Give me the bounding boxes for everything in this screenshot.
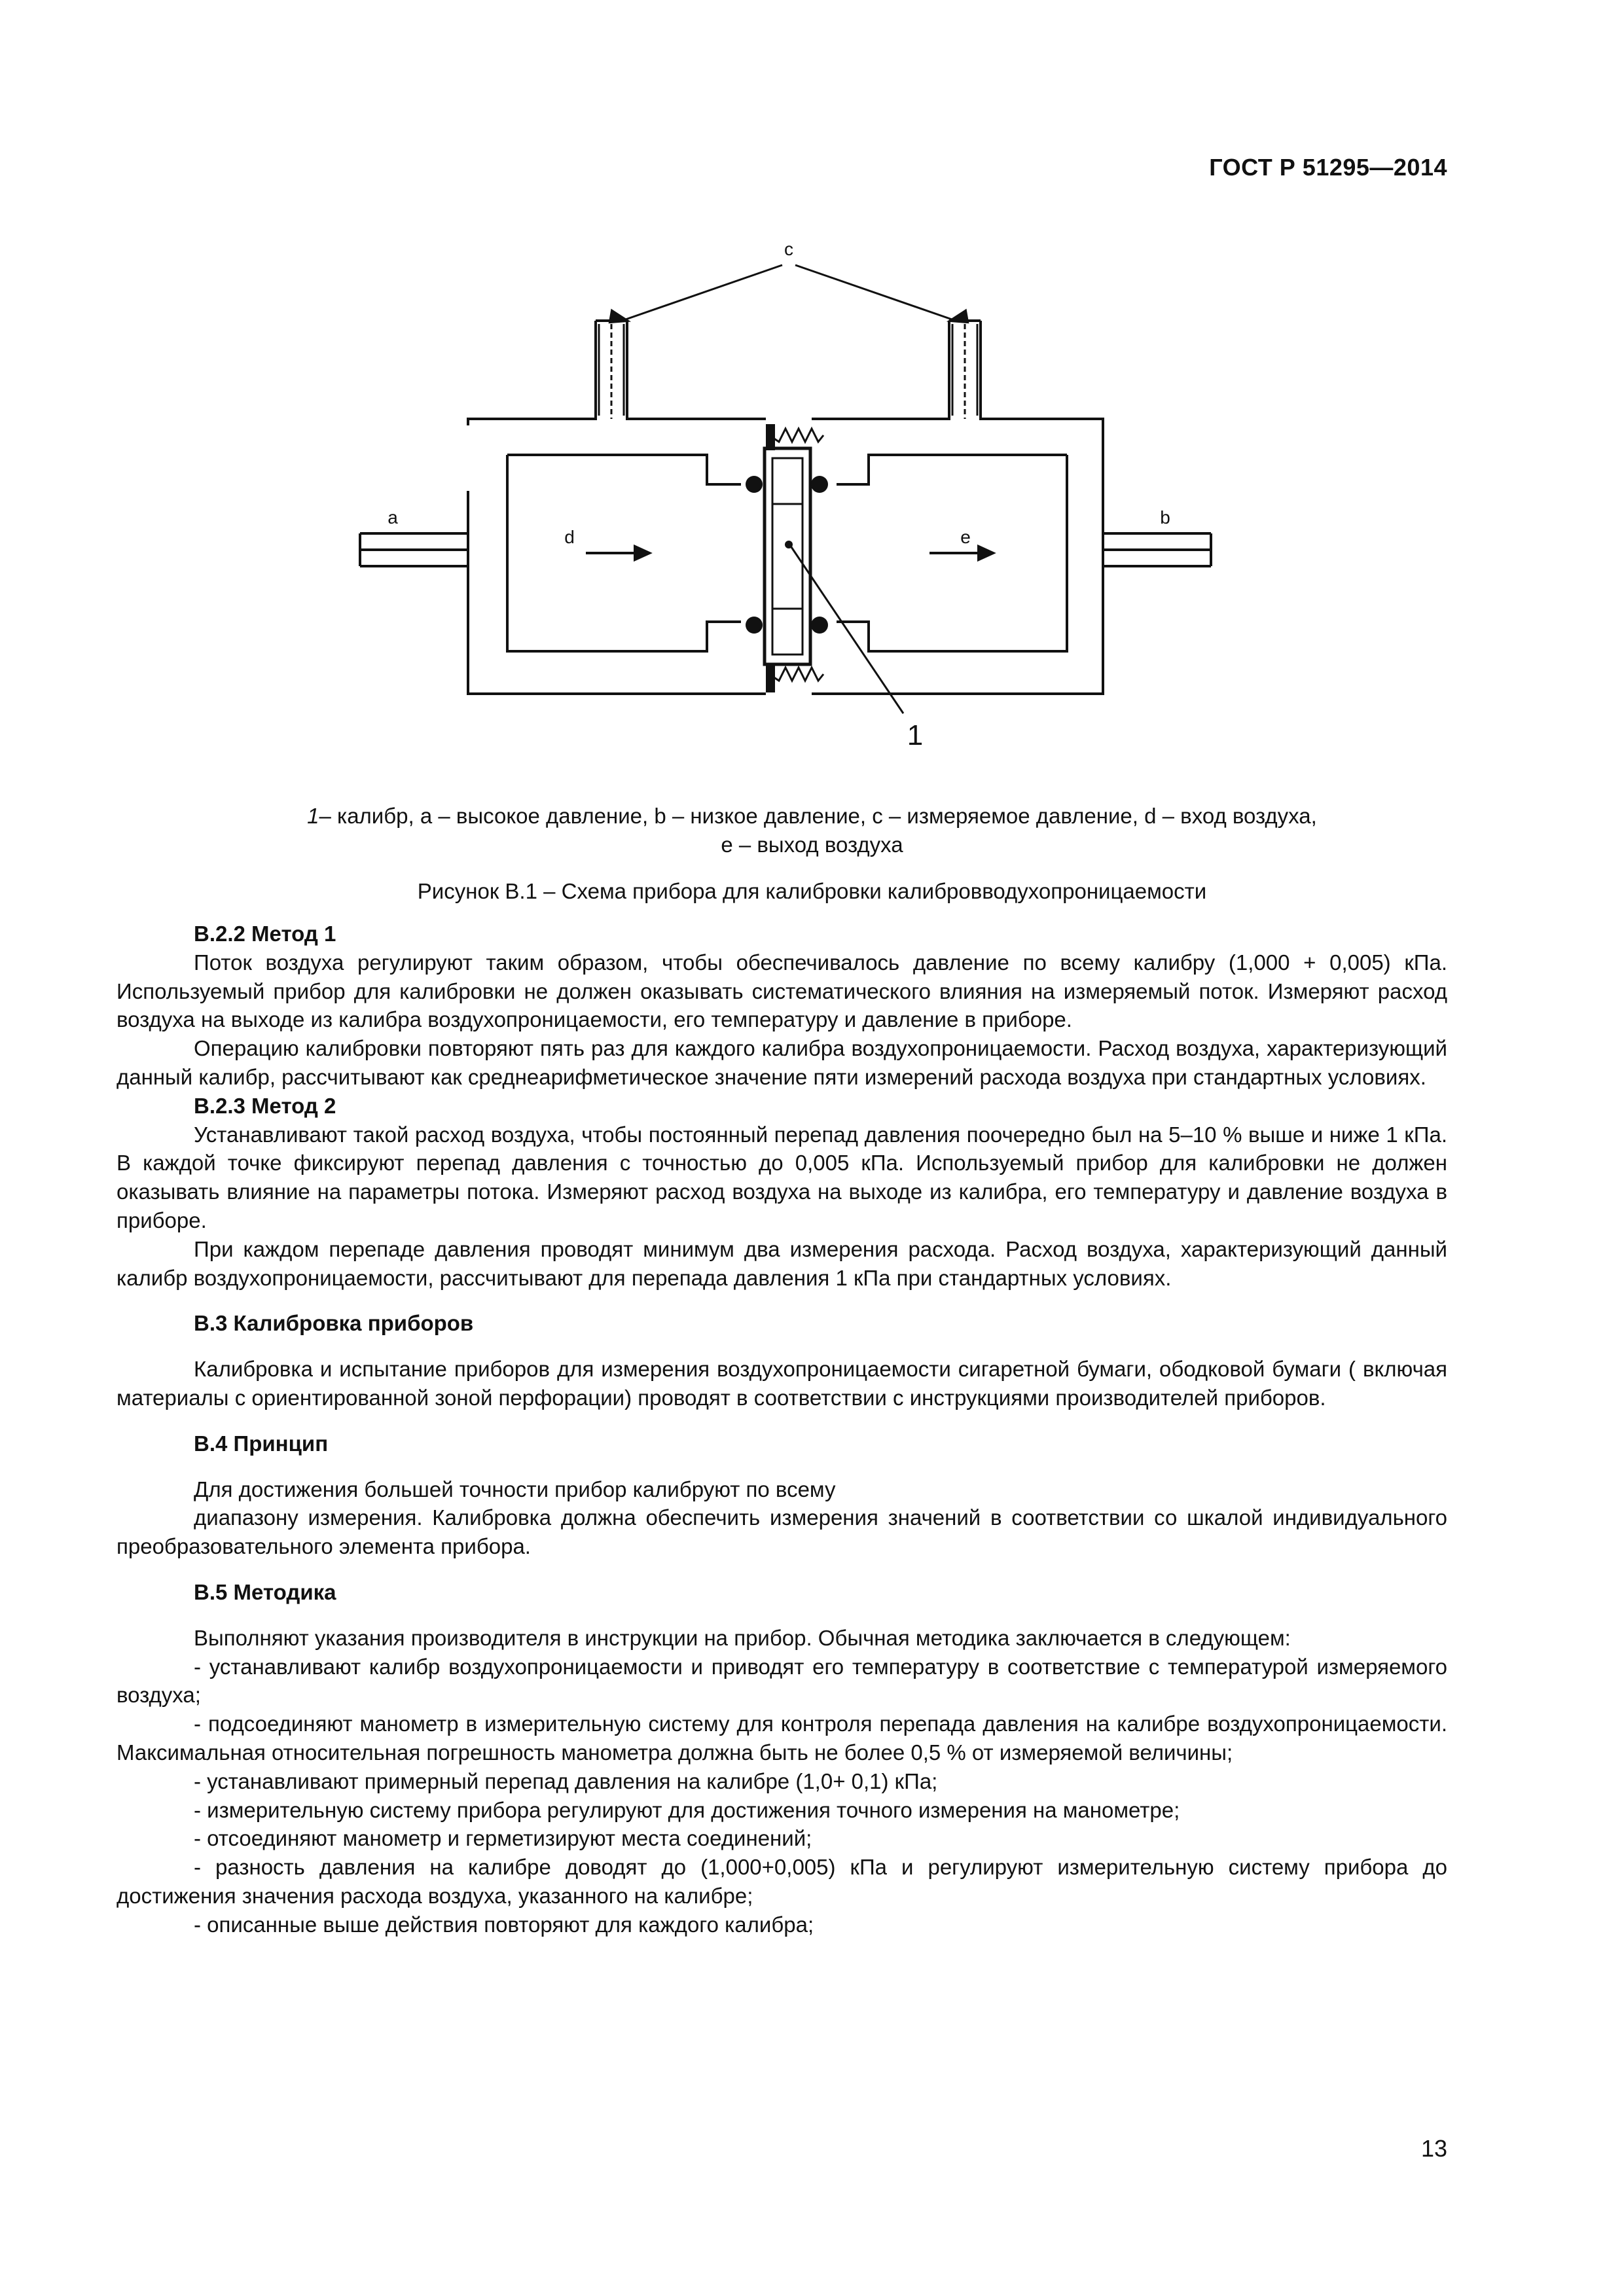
- label-c: c: [784, 239, 793, 259]
- list-item: - подсоединяют манометр в измерительную систему для контроля перепада давления на калибре воздухопроницаемости. Максимальная относительная погрешность манометра должна быть не более 0,5 % от измеряемой величины;: [117, 1712, 1447, 1765]
- section-heading-b3: В.3 Калибровка приборов: [194, 1311, 474, 1336]
- paragraph: При каждом перепаде давления проводят минимум два измерения расхода. Расход воздуха, характеризующий данный калибр воздухопроницаемости, рассчитывают для перепада давления 1 кПа при стандартных условиях.: [117, 1236, 1447, 1290]
- label-a: a: [388, 507, 398, 528]
- figure-title: Рисунок В.1 – Схема прибора для калибровки калибровводухопроницаемости: [417, 879, 1207, 903]
- legend-line-2: e – выход воздуха: [721, 833, 903, 857]
- page-number: 13: [1420, 2135, 1447, 2162]
- document-header: ГОСТ Р 51295—2014: [1209, 154, 1447, 181]
- legend-line-1: – калибр, a – высокое давление, b – низкое давление, c – измеряемое давление, d – вход воздуха,: [319, 804, 1317, 828]
- label-d: d: [564, 527, 575, 547]
- section-heading-b4: В.4 Принцип: [194, 1431, 329, 1456]
- list-item: - описанные выше действия повторяют для каждого калибра;: [194, 1912, 814, 1937]
- figure-legend: [177, 802, 1447, 859]
- paragraph: Поток воздуха регулируют таким образом, чтобы обеспечивалось давление по всему калибру (1,000 + 0,005) кПа. Используемый прибор для калибровки не должен оказывать систематического влияния на измеряемый поток. Измеряют расход воздуха на выходе из калибра воздухопроницаемости, его температуру и давление в приборе.: [117, 950, 1447, 1032]
- section-heading-b5: В.5 Методика: [194, 1579, 336, 1604]
- label-b: b: [1160, 507, 1170, 528]
- label-e: e: [960, 527, 971, 547]
- list-item: - измерительную систему прибора регулируют для достижения точного измерения на манометре;: [194, 1797, 1180, 1822]
- paragraph: Устанавливают такой расход воздуха, чтобы постоянный перепад давления поочередно был на 5–10 % выше и ниже 1 кПа. В каждой точке фиксируют перепад давления с точностью до 0,005 кПа. Используемый прибор для калибровки не должен оказывать влияние на параметры потока. Измеряют расход воздуха на выходе из калибра, его температуру и давление воздуха в приборе.: [117, 1122, 1447, 1232]
- list-item: - разность давления на калибре доводят до (1,000+0,005) кПа и регулируют измерительную систему прибора до достижения значения расхода воздуха, указанного на калибре;: [117, 1855, 1447, 1908]
- legend-number: 1: [307, 804, 319, 828]
- label-callout-1: 1: [907, 719, 924, 751]
- section-heading-b22: В.2.2 Метод 1: [194, 922, 336, 946]
- section-heading-b23: В.2.3 Метод 2: [194, 1093, 336, 1118]
- paragraph: диапазону измерения. Калибровка должна обеспечить измерения значений в соответствии со шкалой индивидуального преобразовательного элемента прибора.: [117, 1505, 1447, 1559]
- paragraph: Для достижения большей точности прибор калибруют по всему: [194, 1477, 836, 1501]
- list-item: - устанавливают калибр воздухопроницаемости и приводят его температуру в соответствие с температурой измеряемого воздуха;: [117, 1654, 1447, 1708]
- paragraph: Выполняют указания производителя в инструкции на прибор. Обычная методика заключается в следующем:: [194, 1625, 1291, 1650]
- list-item: - отсоединяют манометр и герметизируют места соединений;: [194, 1826, 812, 1851]
- list-item: - устанавливают примерный перепад давления на калибре (1,0+ 0,1) кПа;: [194, 1768, 938, 1793]
- paragraph: Операцию калибровки повторяют пять раз для каждого калибра воздухопроницаемости. Расход воздуха, характеризующий данный калибр, рассчитывают как среднеарифметическое значение пяти измерений расхода воздуха при стандартных условиях.: [117, 1036, 1447, 1089]
- body-text: [117, 920, 1447, 1939]
- calibration-device-diagram: [353, 216, 1466, 753]
- paragraph: Калибровка и испытание приборов для измерения воздухопроницаемости сигаретной бумаги, ободковой бумаги ( включая материалы с ориентированной зоной перфорации) проводят в соответствии с инструкциями производителей приборов.: [117, 1357, 1447, 1410]
